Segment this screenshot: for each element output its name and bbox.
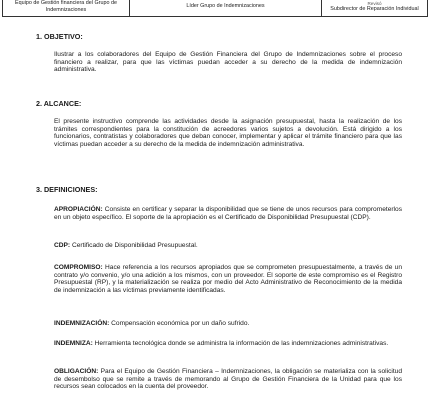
header-cell-reviewed-value: Subdirector de Reparación Individual [330,5,419,12]
definition-term: INDEMNIZA: [54,340,93,347]
header-cell-prepared-value: Equipo de Gestión financiera del Grupo de Indemnizaciones [15,0,117,13]
definition-indemniza [54,340,402,348]
header-cell-approved-value: Líder Grupo de Indemnizaciones [186,3,265,10]
document-header-table [2,0,428,17]
header-cell-reviewed [322,0,428,17]
definition-text: Hace referencia a los recursos apropiados que se comprometen presupuestalmente, a través de un contrato y/o convenio, y/o una adición a los mismos, con un proveedor. El soporte de este compromiso es el Registro Presupuestal (RP), y la materialización se realiza por medio del Acto Administrativo de Reconocimiento de la medida de indemnización a las víctimas previamente identificadas. [54,264,402,295]
definition-term: APROPIACIÓN: [54,206,103,213]
section-text-objetivo: Ilustrar a los colaboradores del Equipo de Gestión Financiera del Grupo de Indemnizaciones sobre el proceso financiero a realizar, para que las víctimas puedan acceder a su derecho de la medida de indemnización administrativa. [54,51,402,74]
definition-text: Compensación económica por un daño sufrido. [109,320,250,327]
section-text-alcance: El presente instructivo comprende las actividades desde la asignación presupuestal, hasta la realización de los trámites correspondientes para la constitución de acreedores varios sujetos a devolución. Está dirigido a los funcionarios, contratistas y colaboradores que deban conocer, implementar y aplicar el trámite financiero para que las víctimas puedan acceder a su derecho de la medida de indemnización administrativa. [54,118,402,149]
definition-text: Certificado de Disponibilidad Presupuestal. [70,242,198,249]
definition-cdp [54,242,402,250]
header-cell-approved [130,0,322,17]
header-cell-reviewed-label: Revisó [367,0,382,6]
section-heading-objetivo: 1. OBJETIVO: [36,32,83,41]
definition-indemnizacion [54,320,402,328]
definition-compromiso [54,264,402,295]
definition-term: OBLIGACIÓN: [54,368,99,375]
section-heading-alcance: 2. ALCANCE: [36,99,82,108]
definition-term: INDEMNIZACIÓN: [54,320,110,327]
definition-obligacion [54,368,402,391]
definition-text: Consiste en certificar y separar la disponibilidad que se tiene de unos recursos para comprometerlos en un objeto específico. El soporte de la apropiación es el Certificado de Disponibilidad Presupuestal (CDP). [54,206,402,221]
section-heading-definiciones: 3. DEFINICIONES: [36,185,98,194]
definition-term: CDP: [54,242,71,249]
header-cell-prepared [3,0,130,17]
definition-apropiacion [54,206,402,221]
definition-text: Herramienta tecnológica donde se administra la información de las indemnizaciones administrativas. [92,340,389,347]
definition-text: Para el Equipo de Gestión Financiera – Indemnizaciones, la obligación se materializa con la solicitud de desembolso que se remite a través de memorando al Grupo de Gestión Financiera de la Unidad para que los recursos sean colocados en la cuenta del proveedor. [54,368,402,391]
definition-term: COMPROMISO: [54,264,103,271]
